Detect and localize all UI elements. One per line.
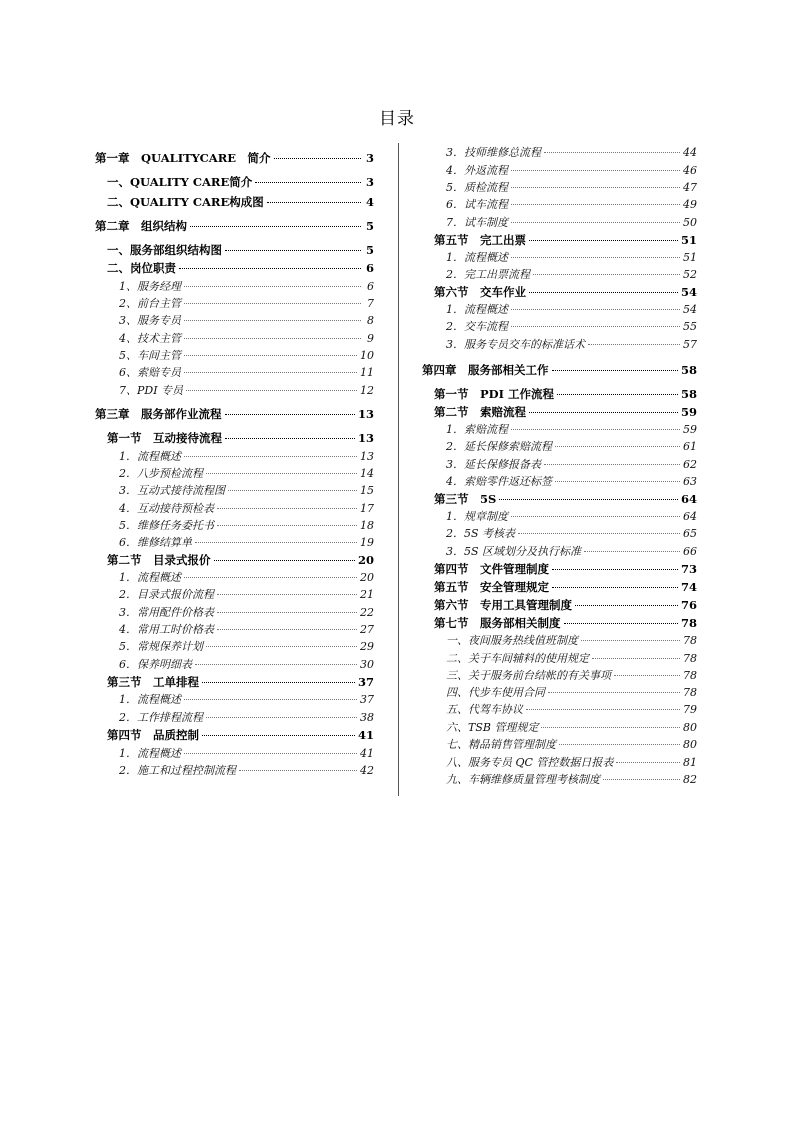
toc-entry-label: 二、关于车间辅料的使用规定 [446,652,589,665]
toc-heading-entry[interactable] [434,386,697,401]
dot-leader [217,594,357,595]
toc-item-entry[interactable] [446,771,697,786]
dot-leader [184,753,357,754]
dot-leader [581,640,680,641]
toc-page-number: 20 [357,553,374,567]
toc-heading-entry[interactable] [107,260,374,275]
toc-item-entry[interactable] [446,632,697,647]
dot-leader [544,152,680,153]
dot-leader [533,274,680,275]
toc-page-number: 65 [683,527,697,540]
toc-item-entry[interactable] [446,719,697,734]
toc-entry-label: 一、服务部组织结构图 [107,243,222,257]
dot-leader [214,560,355,561]
toc-item-entry[interactable] [446,196,697,211]
toc-page-number: 37 [360,693,374,706]
toc-page-number: 17 [360,502,374,515]
toc-item-entry[interactable] [119,312,374,327]
dot-leader [511,170,680,171]
toc-heading-entry[interactable] [434,284,697,299]
toc-page-number: 10 [360,349,374,362]
toc-page-number: 79 [683,703,697,716]
toc-entry-label: 2．完工出票流程 [446,268,530,281]
dot-leader [614,675,680,676]
toc-entry-label: 二、岗位职责 [107,261,176,275]
dot-leader [184,338,361,339]
toc-entry-label: 1、服务经理 [119,280,181,293]
dot-leader [184,355,357,356]
toc-page-number: 41 [360,747,374,760]
dot-leader [511,257,680,258]
dot-leader [179,268,361,269]
toc-page-number: 6 [365,261,374,275]
toc-heading-entry[interactable] [434,615,697,630]
dot-leader [217,525,357,526]
toc-item-entry[interactable] [446,336,697,351]
dot-leader [511,326,680,327]
dot-leader [557,394,678,395]
dot-leader [552,587,678,588]
toc-page-number: 8 [367,314,374,327]
dot-leader [511,429,680,430]
dot-leader [555,446,680,447]
toc-page-number: 5 [365,219,374,233]
toc-page-number: 58 [680,363,697,377]
toc-page-number: 57 [683,338,697,351]
toc-heading-entry[interactable] [95,150,374,165]
dot-leader [186,390,357,391]
toc-item-entry[interactable] [119,691,374,706]
dot-leader [184,699,357,700]
dot-leader [552,370,678,371]
toc-heading-entry[interactable] [434,579,697,594]
toc-page-number: 13 [357,431,374,445]
dot-leader [592,658,680,659]
toc-page-number: 20 [360,571,374,584]
dot-leader [217,629,357,630]
toc-page-number: 50 [683,216,697,229]
toc-entry-label: 3．延长保修报备表 [446,458,541,471]
toc-page-number: 51 [680,233,697,247]
toc-entry-label: 1．规章制度 [446,510,508,523]
toc-entry-label: 4．外返流程 [446,164,508,177]
toc-item-entry[interactable] [119,500,374,515]
toc-entry-label: 一、夜间服务热线值班制度 [446,634,578,647]
dot-leader [518,533,680,534]
dot-leader [529,292,678,293]
toc-page-number: 78 [683,686,697,699]
dot-leader [603,779,680,780]
toc-heading-entry[interactable] [107,194,374,209]
toc-entry-label: 2．施工和过程控制流程 [119,764,236,777]
toc-entry-label: 第四节 品质控制 [107,728,199,742]
toc-page-number: 7 [367,297,374,310]
dot-leader [228,490,357,491]
toc-page-number: 46 [683,164,697,177]
toc-page-number: 9 [367,332,374,345]
toc-entry-label: 二、QUALITY CARE构成图 [107,195,264,209]
toc-page-number: 64 [680,492,697,506]
toc-item-entry[interactable] [446,179,697,194]
dot-leader [548,692,680,693]
toc-entry-label: 2．八步预检流程 [119,467,203,480]
dot-leader [544,464,680,465]
toc-entry-label: 3．常用配件价格表 [119,606,214,619]
toc-entry-label: 第五节 安全管理规定 [434,580,549,594]
dot-leader [184,456,357,457]
toc-page-number: 37 [357,675,374,689]
toc-page-number: 47 [683,181,697,194]
toc-entry-label: 第五节 完工出票 [434,233,526,247]
dot-leader [225,250,361,251]
toc-entry-label: 7、PDI 专员 [119,384,184,397]
toc-page-number: 78 [683,652,697,665]
toc-item-entry[interactable] [446,144,697,159]
toc-entry-label: 第一节 互动接待流程 [107,431,222,445]
toc-entry-label: 1．流程概述 [119,450,181,463]
toc-page-number: 78 [683,669,697,682]
toc-page-number: 54 [683,303,697,316]
toc-heading-entry[interactable] [434,561,697,576]
toc-heading-entry[interactable] [107,242,374,257]
toc-page-number: 14 [360,467,374,480]
dot-leader [206,473,357,474]
page-title: 目录 [379,109,415,129]
toc-item-entry[interactable] [119,709,374,724]
toc-entry-label: 3、服务专员 [119,314,181,327]
dot-leader [239,770,357,771]
toc-page-number: 29 [360,640,374,653]
toc-page-number: 49 [683,198,697,211]
toc-entry-label: 4．常用工时价格表 [119,623,214,636]
dot-leader [529,412,678,413]
toc-page-number: 12 [360,384,374,397]
toc-item-entry[interactable] [119,295,374,310]
toc-page-number: 5 [365,243,374,257]
dot-leader [195,664,357,665]
toc-page-number: 76 [680,598,697,612]
toc-item-entry[interactable] [446,456,697,471]
toc-page-number: 64 [683,510,697,523]
toc-item-entry[interactable] [446,301,697,316]
toc-entry-label: 一、QUALITY CARE简介 [107,175,253,189]
toc-entry-label: 2、前台主管 [119,297,181,310]
toc-item-entry[interactable] [446,318,697,333]
toc-item-entry[interactable] [446,543,697,558]
dot-leader [184,303,361,304]
toc-heading-entry[interactable] [434,597,697,612]
toc-entry-label: 4．索赔零件返还标签 [446,475,552,488]
toc-entry-label: 第七节 服务部相关制度 [434,616,561,630]
toc-entry-label: 五、代驾车协议 [446,703,523,716]
toc-item-entry[interactable] [446,701,697,716]
toc-entry-label: 第六节 专用工具管理制度 [434,598,572,612]
toc-entry-label: 6．维修结算单 [119,536,192,549]
toc-entry-label: 第三章 服务部作业流程 [95,407,222,421]
toc-page-number: 44 [683,146,697,159]
toc-heading-entry[interactable] [107,430,374,445]
toc-item-entry[interactable] [446,684,697,699]
toc-heading-entry[interactable] [107,552,374,567]
toc-item-entry[interactable] [446,736,697,751]
toc-entry-label: 2．目录式报价流程 [119,588,214,601]
toc-item-entry[interactable] [119,517,374,532]
dot-leader [616,762,680,763]
toc-entry-label: 第一章 QUALITYCARE 简介 [95,151,271,165]
toc-page-number: 42 [360,764,374,777]
toc-item-entry[interactable] [119,638,374,653]
dot-leader [541,727,680,728]
toc-page-number: 78 [680,616,697,630]
toc-entry-label: 1．流程概述 [119,571,181,584]
toc-entry-label: 第二节 索赔流程 [434,405,526,419]
toc-page-number: 63 [683,475,697,488]
dot-leader [511,222,680,223]
dot-leader [511,187,680,188]
toc-entry-label: 四、代步车使用合同 [446,686,545,699]
dot-leader [588,344,680,345]
toc-entry-label: 4．互动接待预检表 [119,502,214,515]
toc-entry-label: 2．延长保修索赔流程 [446,440,552,453]
toc-page-number: 13 [360,450,374,463]
toc-page-number: 3 [365,151,374,165]
toc-item-entry[interactable] [446,249,697,264]
toc-entry-label: 第一节 PDI 工作流程 [434,387,555,401]
toc-entry-label: 1．流程概述 [119,747,181,760]
toc-heading-entry[interactable] [434,404,697,419]
toc-item-entry[interactable] [119,604,374,619]
toc-page-number: 27 [360,623,374,636]
toc-page-number: 41 [357,728,374,742]
toc-item-entry[interactable] [446,508,697,523]
toc-heading-entry[interactable] [95,218,374,233]
toc-item-entry[interactable] [446,473,697,488]
dot-leader [255,182,361,183]
toc-page-number: 13 [357,407,374,421]
toc-item-entry[interactable] [119,347,374,362]
toc-entry-label: 2．工作排程流程 [119,711,203,724]
dot-leader [552,569,678,570]
toc-page-number: 58 [680,387,697,401]
toc-item-entry[interactable] [119,448,374,463]
toc-item-entry[interactable] [119,382,374,397]
toc-item-entry[interactable] [119,364,374,379]
dot-leader [225,414,355,415]
toc-item-entry[interactable] [119,482,374,497]
toc-page-number: 18 [360,519,374,532]
dot-leader [575,605,678,606]
toc-entry-label: 1．流程概述 [119,693,181,706]
dot-leader [184,372,357,373]
toc-item-entry[interactable] [119,586,374,601]
toc-item-entry[interactable] [119,656,374,671]
toc-heading-entry[interactable] [422,362,697,377]
toc-entry-label: 2．交车流程 [446,320,508,333]
toc-item-entry[interactable] [119,465,374,480]
column-divider [398,143,399,796]
toc-page-number: 6 [367,280,374,293]
toc-item-entry[interactable] [119,621,374,636]
toc-entry-label: 5．维修任务委托书 [119,519,214,532]
toc-item-entry[interactable] [119,330,374,345]
toc-entry-label: 3．互动式接待流程图 [119,484,225,497]
toc-entry-label: 第二节 目录式报价 [107,553,211,567]
toc-entry-label: 6、索赔专员 [119,366,181,379]
dot-leader [559,744,680,745]
dot-leader [190,226,361,227]
toc-item-entry[interactable] [446,650,697,665]
toc-heading-entry[interactable] [434,232,697,247]
dot-leader [511,516,680,517]
dot-leader [584,551,680,552]
toc-entry-label: 5．常规保养计划 [119,640,203,653]
toc-entry-label: 3．技师维修总流程 [446,146,541,159]
toc-heading-entry[interactable] [107,174,374,189]
toc-heading-entry[interactable] [107,727,374,742]
dot-leader [217,612,357,613]
toc-entry-label: 1．流程概述 [446,303,508,316]
toc-entry-label: 1．流程概述 [446,251,508,264]
toc-page-number: 51 [683,251,697,264]
toc-entry-label: 第二章 组织结构 [95,219,187,233]
toc-heading-entry[interactable] [95,406,374,421]
toc-page-number: 21 [360,588,374,601]
toc-page-number: 55 [683,320,697,333]
toc-entry-label: 2．5S 考核表 [446,527,516,540]
toc-page-number: 62 [683,458,697,471]
toc-item-entry[interactable] [119,569,374,584]
toc-entry-label: 第四章 服务部相关工作 [422,363,549,377]
toc-page-number: 78 [683,634,697,647]
toc-item-entry[interactable] [446,525,697,540]
toc-page-number: 61 [683,440,697,453]
toc-page-number: 73 [680,562,697,576]
toc-page-number: 22 [360,606,374,619]
dot-leader [267,202,361,203]
toc-page-number: 81 [683,756,697,769]
toc-page-number: 54 [680,285,697,299]
dot-leader [511,309,680,310]
toc-page-number: 4 [365,195,374,209]
toc-item-entry[interactable] [446,438,697,453]
toc-entry-label: 7．试车制度 [446,216,508,229]
toc-page-number: 30 [360,658,374,671]
dot-leader [206,717,357,718]
toc-entry-label: 5、车间主管 [119,349,181,362]
toc-page-number: 74 [680,580,697,594]
dot-leader [184,320,361,321]
toc-entry-label: 6．试车流程 [446,198,508,211]
toc-entry-label: 三、关于服务前台结帐的有关事项 [446,669,611,682]
toc-entry-label: 1．索赔流程 [446,423,508,436]
dot-leader [202,682,355,683]
toc-page-number: 19 [360,536,374,549]
dot-leader [511,204,680,205]
dot-leader [206,646,357,647]
toc-item-entry[interactable] [446,214,697,229]
toc-page-number: 66 [683,545,697,558]
dot-leader [225,438,355,439]
toc-entry-label: 八、服务专员 QC 管控数据日报表 [446,756,614,769]
toc-item-entry[interactable] [119,278,374,293]
toc-page-number: 38 [360,711,374,724]
toc-entry-label: 第三节 5S [434,492,497,506]
toc-item-entry[interactable] [446,421,697,436]
dot-leader [184,577,357,578]
toc-entry-label: 第三节 工单排程 [107,675,199,689]
toc-page-number: 80 [683,721,697,734]
toc-heading-entry[interactable] [107,674,374,689]
toc-item-entry[interactable] [446,162,697,177]
toc-entry-label: 六、TSB 管理规定 [446,721,539,734]
toc-page-number: 59 [683,423,697,436]
toc-entry-label: 第六节 交车作业 [434,285,526,299]
toc-item-entry[interactable] [119,762,374,777]
toc-item-entry[interactable] [119,534,374,549]
dot-leader [274,158,361,159]
toc-entry-label: 七、精品销售管理制度 [446,738,556,751]
toc-item-entry[interactable] [119,745,374,760]
toc-page-number: 59 [680,405,697,419]
toc-item-entry[interactable] [446,754,697,769]
dot-leader [195,542,357,543]
toc-heading-entry[interactable] [434,491,697,506]
toc-page-number: 3 [365,175,374,189]
dot-leader [529,240,678,241]
toc-entry-label: 第四节 文件管理制度 [434,562,549,576]
toc-page-number: 11 [360,366,374,379]
toc-page-number: 80 [683,738,697,751]
dot-leader [564,623,678,624]
toc-entry-label: 九、车辆维修质量管理考核制度 [446,773,600,786]
toc-entry-label: 3．5S 区域划分及执行标准 [446,545,582,558]
toc-entry-label: 3．服务专员交车的标准话术 [446,338,585,351]
dot-leader [526,709,680,710]
toc-page-number: 52 [683,268,697,281]
dot-leader [217,508,357,509]
toc-page-number: 82 [683,773,697,786]
toc-page-number: 15 [360,484,374,497]
toc-entry-label: 4、技术主管 [119,332,181,345]
toc-item-entry[interactable] [446,266,697,281]
dot-leader [202,735,355,736]
dot-leader [499,499,678,500]
toc-entry-label: 6．保养明细表 [119,658,192,671]
toc-item-entry[interactable] [446,667,697,682]
toc-entry-label: 5．质检流程 [446,181,508,194]
dot-leader [184,286,361,287]
dot-leader [555,481,680,482]
